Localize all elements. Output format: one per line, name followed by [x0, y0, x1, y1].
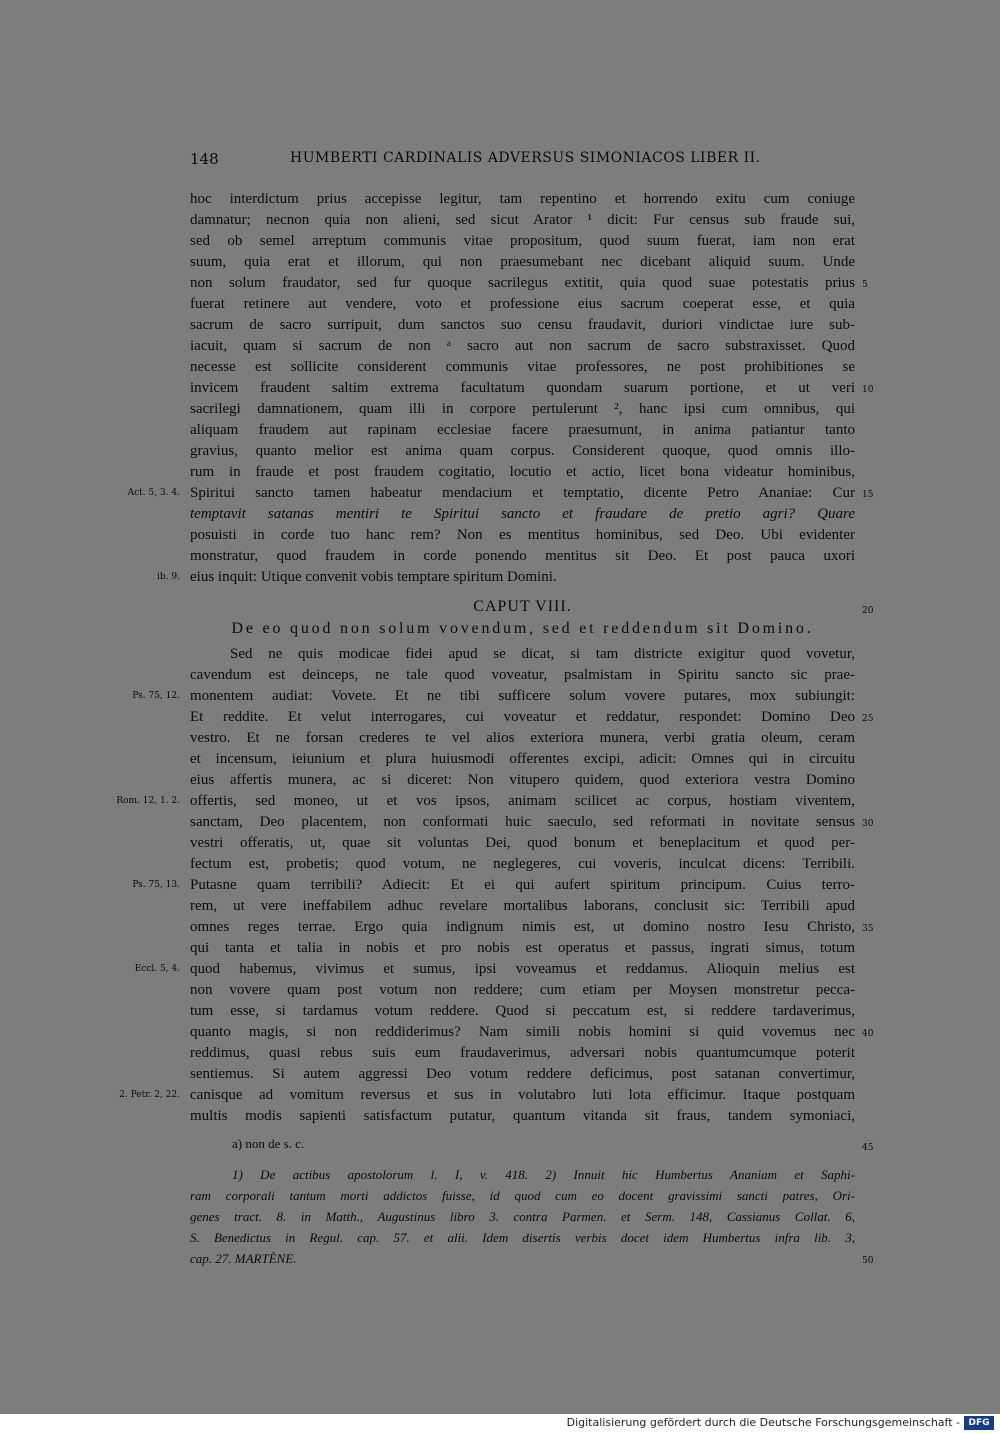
- text-line: eius inquit: Utique convenit vobis temptare spiritum Domini.: [190, 569, 557, 585]
- text-line: Spiritui sancto tamen habeatur mendacium et temptatio, dicente Petro Ananiae: Cur: [190, 485, 855, 501]
- text-line: rem, ut vere ineffabilem adhuc revelare mortalibus laborans, conclusit sic: Terribili apud: [190, 898, 855, 914]
- footnote-line: S. Benedictus in Regul. cap. 57. et alii. Idem disertis verbis docet idem Humbertus infra lib. 3,: [190, 1230, 855, 1245]
- text-line: reddimus, quasi rebus suis eum fraudaverimus, adversari nobis quantumcumque poterit: [190, 1045, 855, 1061]
- text-line: Putasne quam terribili? Adiecit: Et ei qui aufert spiritum principum. Cuius terro-: [190, 877, 855, 893]
- page-number: 148: [190, 150, 219, 168]
- margin-reference: 2. Petr. 2, 22.: [119, 1090, 180, 1100]
- text-line: monentem audiat: Vovete. Et ne tibi sufficere solum vovere putares, mox subiungit:: [190, 688, 855, 704]
- text-line: non solum fraudator, sed fur quoque sacrilegus extitit, quia quod suae potestatis prius: [190, 275, 855, 291]
- margin-reference: Act. 5, 3. 4.: [127, 488, 180, 498]
- text-line: fuerat retinere aut vendere, voto et professione eius sacrum coeperat esse, et quia: [190, 296, 855, 312]
- text-line: eius affertis munera, ac si diceret: Non vitupero quidem, quod exteriora vestra Domino: [190, 772, 855, 788]
- text-line: fectum est, probetis; quod votum, ne neglegeres, cui voveris, inculcat dicens: Terribili.: [190, 856, 855, 872]
- text-line: sed ob semel arreptum communis vitae propositum, quod suum fuerat, iam non erat: [190, 233, 855, 249]
- text-line: aliquam fraudem aut rapinam ecclesiae facere praesumunt, in anima patiantur tanto: [190, 422, 855, 438]
- line-number: 45: [862, 1143, 874, 1153]
- text-line: invicem fraudent saltim extrema facultatum quondam suarum portione, et ut veri: [190, 380, 855, 396]
- text-line: qui tanta et talia in nobis et pro nobis est operatus et passus, ingrati simus, totum: [190, 940, 855, 956]
- line-number: 20: [862, 606, 874, 616]
- text-line: cavendum est deinceps, ne tale quod voveatur, psalmistam in Spiritu sancto sic prae-: [190, 667, 855, 683]
- text-line: necesse est sollicite considerent communis vitae professores, ne post prohibitiones se: [190, 359, 855, 375]
- text-line: omnes reges terrae. Ergo quia indignum nimis est, ut domino nostro Iesu Christo,: [190, 919, 855, 935]
- text-line: canisque ad vomitum reversus et sus in volutabro luti lota efficimur. Itaque postquam: [190, 1087, 855, 1103]
- text-line: damnatur; necnon quia non alieni, sed sicut Arator ¹ dicit: Fur census sub fraude sui,: [190, 212, 855, 228]
- text-line: iacuit, quam si sacrum de non ᵃ sacro aut non sacrum de sacro substraxisset. Quod: [190, 338, 855, 354]
- margin-reference: Ps. 75, 13.: [132, 880, 180, 890]
- text-line: gravius, quanto melior est anima quam corpus. Considerent quoque, quod omnis illo-: [190, 443, 855, 459]
- text-line: posuisti in corde tuo hanc rem? Non es mentitus hominibus, sed Deo. Ubi evidenter: [190, 527, 855, 543]
- text-line: hoc interdictum prius accepisse legitur, tam repentino et horrendo exitu cum coniuge: [190, 191, 855, 207]
- running-title: HUMBERTI CARDINALIS ADVERSUS SIMONIACOS LIBER II.: [290, 150, 761, 166]
- text-line: vestri offeratis, ut, quae sit voluntas Dei, quod bonum et beneplacitum et quod per-: [190, 835, 855, 851]
- footnote-line: cap. 27. MARTÈNE.: [190, 1251, 297, 1266]
- text-line: Et reddite. Et velut interrogares, cui voveatur et reddatur, respondet: Domino Deo: [190, 709, 855, 725]
- margin-reference: ib. 9.: [157, 572, 180, 582]
- digitization-footer: [0, 1414, 1000, 1434]
- text-line: sanctam, Deo placentem, non conformati huic saeculo, sed reformati in novitate sensus: [190, 814, 855, 830]
- footer-credit: Digitalisierung gefördert durch die Deutsche Forschungsgemeinschaft -: [566, 1416, 960, 1429]
- text-line: offertis, sed moneo, ut et vos ipsos, animam scilicet ac corpus, hostiam viventem,: [190, 793, 855, 809]
- margin-reference: Eccl. 5, 4.: [134, 964, 180, 974]
- text-line: sacrum de sacro surripuit, dum sanctos suo censu fraudavit, duriori vindictae iure sub-: [190, 317, 855, 333]
- footnote-line: genes tract. 8. in Matth., Augustinus libro 3. contra Parmen. et Serm. 148, Cassianus Collat. 6,: [190, 1209, 855, 1224]
- margin-reference: Ps. 75, 12.: [132, 691, 180, 701]
- text-line: rum in fraude et post fraudem cogitatio, locutio et actio, licet bona videatur hominibus,: [190, 464, 855, 480]
- dfg-logo: DFG: [964, 1416, 994, 1430]
- footnote-line: 1) De actibus apostolorum l. I, v. 418. 2) Innuit hic Humbertus Ananiam et Saphi-: [232, 1167, 855, 1182]
- line-number: 35: [862, 924, 874, 934]
- footnote-variant: a) non de s. c.: [232, 1136, 305, 1151]
- text-line: temptavit satanas mentiri te Spiritui sancto et fraudare de pretio agri? Quare: [190, 506, 855, 522]
- line-number: 15: [862, 490, 874, 500]
- text-line: quod habemus, vivimus et sumus, ipsi voveamus et reddamus. Alioquin melius est: [190, 961, 855, 977]
- text-line: sacrilegi damnationem, quam illi in corpore pertulerunt ², hanc ipsi cum omnibus, qui: [190, 401, 855, 417]
- text-line: non vovere quam post votum non reddere; cum etiam per Moysen monstretur pecca-: [190, 982, 855, 998]
- text-line: sentiemus. Si autem aggressi Deo votum reddere deficimus, post satanan convertimur,: [190, 1066, 855, 1082]
- line-number: 30: [862, 819, 874, 829]
- margin-reference: Rom. 12, 1. 2.: [116, 796, 180, 806]
- text-line: tum esse, si tardamus votum reddere. Quod si peccatum est, si reddere tardaverimus,: [190, 1003, 855, 1019]
- text-line: Sed ne quis modicae fidei apud se dicat, si tam districte exigitur quod vovetur,: [230, 646, 855, 662]
- chapter-title: CAPUT VIII.: [473, 598, 572, 615]
- chapter-subtitle: De eo quod non solum vovendum, sed et reddendum sit Domino.: [231, 620, 814, 637]
- line-number: 50: [862, 1256, 874, 1266]
- line-number: 40: [862, 1029, 874, 1039]
- line-number: 25: [862, 714, 874, 724]
- text-line: et incensum, ieiunium et plura huiusmodi offerentes excipi, adicit: Omnes qui in circuitu: [190, 751, 855, 767]
- text-line: monstratur, quod fraudem in corde ponendo mentitus sit Deo. Et post pauca uxori: [190, 548, 855, 564]
- text-line: multis modis sapienti satisfactum putatur, quantum vitanda sit fraus, tandem symoniaci,: [190, 1108, 855, 1124]
- page-header: [190, 150, 855, 172]
- text-line: suum, quia erat et illorum, qui non praesumebant nec dicebant aliquid suum. Unde: [190, 254, 855, 270]
- line-number: 10: [862, 385, 874, 395]
- footnote-line: ram corporali tantum morti addictos fuisse, id quod cum eo docent gravissimi sancti patres, Ori-: [190, 1188, 855, 1203]
- line-number: 5: [862, 280, 868, 290]
- text-line: quanto magis, si non reddiderimus? Nam simili nobis homini si quid vovemus nec: [190, 1024, 855, 1040]
- text-line: vestro. Et ne forsan crederes te vel alios exteriora munera, verbi gratia oleum, ceram: [190, 730, 855, 746]
